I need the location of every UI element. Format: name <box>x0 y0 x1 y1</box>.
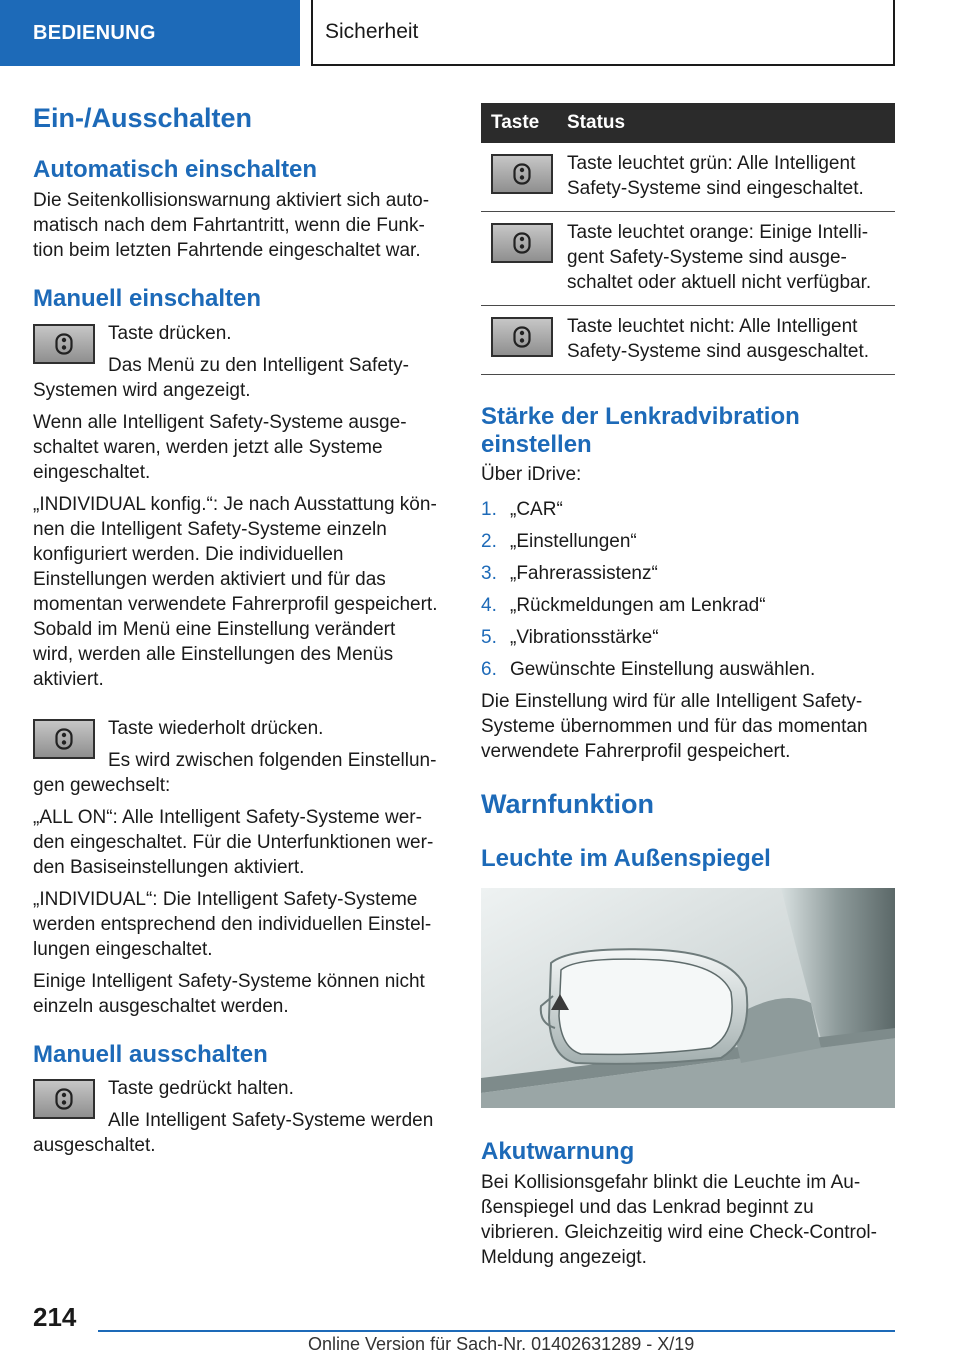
repeat-step2: Es wird zwischen folgenden Einstellungen gewechselt: <box>33 749 437 796</box>
intelligent-safety-button-icon <box>491 317 553 357</box>
heading-warnfunktion: Warnfunktion <box>481 789 654 820</box>
list-item: 2. „Einstellungen“ <box>481 531 637 553</box>
table-header-row <box>481 103 895 143</box>
repeat-p1: „ALL ON“: Alle Intelligent Safety-Systeme werden eingeschaltet. Für die Unterfunktionen werden Basiseinstellungen aktiviert. <box>33 806 434 878</box>
heading-automatisch-einschalten: Automatisch einschalten <box>33 156 318 184</box>
footer-online-version: Online Version für Sach-Nr. 01402631289 - X/19 <box>308 1334 695 1354</box>
table-row <box>481 143 895 212</box>
vibration-intro: Über iDrive: <box>481 464 582 486</box>
intelligent-safety-button-icon <box>491 223 553 263</box>
table-cell-status: Taste leuchtet grün: Alle Intelligent Safety-Systeme sind eingeschaltet. <box>567 143 895 212</box>
section-title: Sicherheit <box>311 0 895 66</box>
list-item: 3. „Fahrerassistenz“ <box>481 563 658 585</box>
table-header-key: Taste <box>481 103 567 143</box>
repeat-step1: Taste wiederholt drücken. <box>108 717 324 739</box>
vibration-outro: Die Einstellung wird für alle Intelligent Safety-Systeme übernommen und für das momentan verwendete Fahrerprofil gespeichert. <box>481 691 868 763</box>
table-cell-status: Taste leuchtet nicht: Alle Intelligent Safety-Systeme sind ausgeschaltet. <box>567 306 895 375</box>
intelligent-safety-button-icon <box>491 154 553 194</box>
manual-off-step2: Alle Intelligent Safety-Systeme werden ausgeschaltet. <box>33 1110 434 1157</box>
table-cell-status: Taste leuchtet orange: Einige Intelligent Safety-Systeme sind ausgeschaltet oder aktuell nicht verfügbar. <box>567 212 895 306</box>
list-item: 5. „Vibrationsstärke“ <box>481 627 659 649</box>
page-number: 214 <box>33 1302 77 1332</box>
status-table <box>481 103 895 375</box>
manual-on-step1: Taste drücken. <box>108 322 232 344</box>
idrive-steps <box>481 497 895 682</box>
heading-ein-ausschalten: Ein-/Ausschalten <box>33 103 253 133</box>
acute-text: Bei Kollisionsgefahr blinkt die Leuchte im Außenspiegel und das Lenkrad beginnt zu vibrieren. Gleichzeitig wird eine Check-Control-Meldung angezeigt. <box>481 1171 877 1268</box>
footer-divider <box>98 1330 895 1332</box>
list-item: 4. „Rückmeldungen am Lenkrad“ <box>481 595 766 617</box>
repeat-block <box>33 716 438 798</box>
heading-akutwarnung: Akutwarnung <box>481 1138 635 1166</box>
list-item: 6. Gewünschte Einstellung auswählen. <box>481 659 816 681</box>
heading-leuchte-aussenspiegel: Leuchte im Außenspiegel <box>481 844 771 872</box>
list-item: 1. „CAR“ <box>481 499 563 521</box>
intelligent-safety-button-icon <box>33 324 95 364</box>
table-header-status: Status <box>567 103 895 143</box>
auto-text: Die Seitenkollisionswarnung aktiviert sich automatisch nach dem Fahrtantritt, wenn die Funktion beim letzten Fahrtende eingeschaltet war. <box>33 189 430 261</box>
manual-off-block <box>33 1076 438 1158</box>
heading-lenkradvibration: Stärke der Lenkradvibration einstellen <box>481 403 800 458</box>
intelligent-safety-button-icon <box>33 1079 95 1119</box>
side-mirror-illustration <box>481 888 895 1108</box>
intelligent-safety-button-icon <box>33 719 95 759</box>
manual-on-block <box>33 321 438 403</box>
manual-on-p2: „INDIVIDUAL konfig.“: Je nach Ausstattung können die Intelligent Safety-Systeme einzeln konfiguriert werden. Die individuellen Einstellungen werden aktiviert und für das momentan verwendete Fahrerprofil gespeichert. Sobald im Menü eine Einstellung verändert wird, werden alle Einstellungen des Menüs aktiviert. <box>33 493 438 690</box>
manual-on-step2: Das Menü zu den Intelligent Safety-Systemen wird angezeigt. <box>33 354 410 401</box>
repeat-p3: Einige Intelligent Safety-Systeme können nicht einzeln ausgeschaltet werden. <box>33 970 425 1017</box>
manual-on-p1: Wenn alle Intelligent Safety-Systeme ausgeschaltet waren, werden jetzt alle Systeme eingeschaltet. <box>33 411 407 483</box>
heading-manuell-ausschalten: Manuell ausschalten <box>33 1040 268 1068</box>
left-column <box>33 100 438 1158</box>
heading-manuell-einschalten: Manuell einschalten <box>33 284 262 312</box>
right-column <box>481 103 895 1270</box>
table-row <box>481 306 895 375</box>
manual-off-step1: Taste gedrückt halten. <box>108 1078 294 1100</box>
chapter-tab: BEDIENUNG <box>0 0 300 66</box>
repeat-p2: „INDIVIDUAL“: Die Intelligent Safety-Systeme werden entsprechend den individuellen Einstellungen eingeschaltet. <box>33 888 432 960</box>
table-row <box>481 212 895 306</box>
